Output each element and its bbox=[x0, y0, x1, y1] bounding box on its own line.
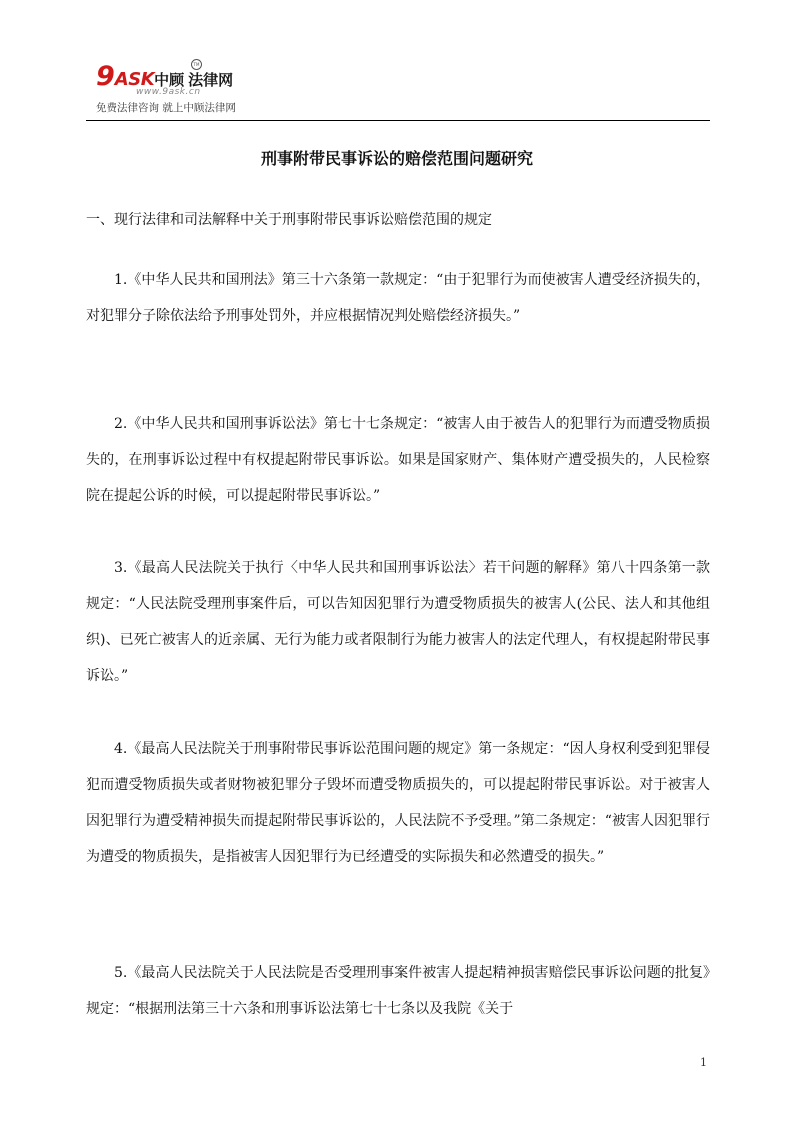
header-divider bbox=[86, 120, 710, 121]
logo-zhonggu: 中顾 bbox=[154, 71, 185, 89]
page-number: 1 bbox=[700, 1056, 707, 1069]
logo-url: www.9ask.cn bbox=[136, 87, 201, 97]
trademark-icon: TM bbox=[191, 59, 202, 70]
logo-slogan: 免费法律咨询 就上中顾法律网 bbox=[96, 102, 236, 114]
paragraph-3: 3.《最高人民法院关于执行〈中华人民共和国刑事诉讼法〉若干问题的解释》第八十四条第一款规定：“人民法院受理刑事案件后，可以告知因犯罪行为遭受物质损失的被害人(公民、法人和其他组织)、已死亡被害人的近亲属、无行为能力或者限制行为能力被害人的法定代理人，有权提起附带民事诉讼。” bbox=[86, 560, 710, 684]
site-logo[interactable] bbox=[96, 62, 716, 120]
paragraph-1: 1.《中华人民共和国刑法》第三十六条第一款规定：“由于犯罪行为而使被害人遭受经济损失的，对犯罪分子除依法给予刑事处罚外，并应根据情况判处赔偿经济损失。” bbox=[86, 272, 710, 324]
paragraph-5: 5.《最高人民法院关于人民法院是否受理刑事案件被害人提起精神损害赔偿民事诉讼问题的批复》规定：“根据刑法第三十六条和刑事诉讼法第七十七条以及我院《关于 bbox=[86, 965, 710, 1017]
logo-ask: ASK bbox=[114, 69, 155, 90]
document-title: 刑事附带民事诉讼的赔偿范围问题研究 bbox=[260, 149, 533, 168]
logo-falvwang: 法律网 bbox=[188, 71, 234, 89]
section-heading: 一、现行法律和司法解释中关于刑事附带民事诉讼赔偿范围的规定 bbox=[86, 212, 492, 228]
paragraph-2: 2.《中华人民共和国刑事诉讼法》第七十七条规定：“被害人由于被告人的犯罪行为而遭受物质损失的，在刑事诉讼过程中有权提起附带民事诉讼。如果是国家财产、集体财产遭受损失的，人民检察院在提起公诉的时候，可以提起附带民事诉讼。” bbox=[86, 416, 710, 504]
paragraph-4: 4.《最高人民法院关于刑事附带民事诉讼范围问题的规定》第一条规定：“因人身权利受到犯罪侵犯而遭受物质损失或者财物被犯罪分子毁坏而遭受物质损失的，可以提起附带民事诉讼。对于被害人因犯罪行为遭受精神损失而提起附带民事诉讼的，人民法院不予受理。”第二条规定：“被害人因犯罪行为遭受的物质损失，是指被害人因犯罪行为已经遭受的实际损失和必然遭受的损失。” bbox=[86, 741, 710, 865]
logo-nine: 9 bbox=[96, 61, 115, 92]
